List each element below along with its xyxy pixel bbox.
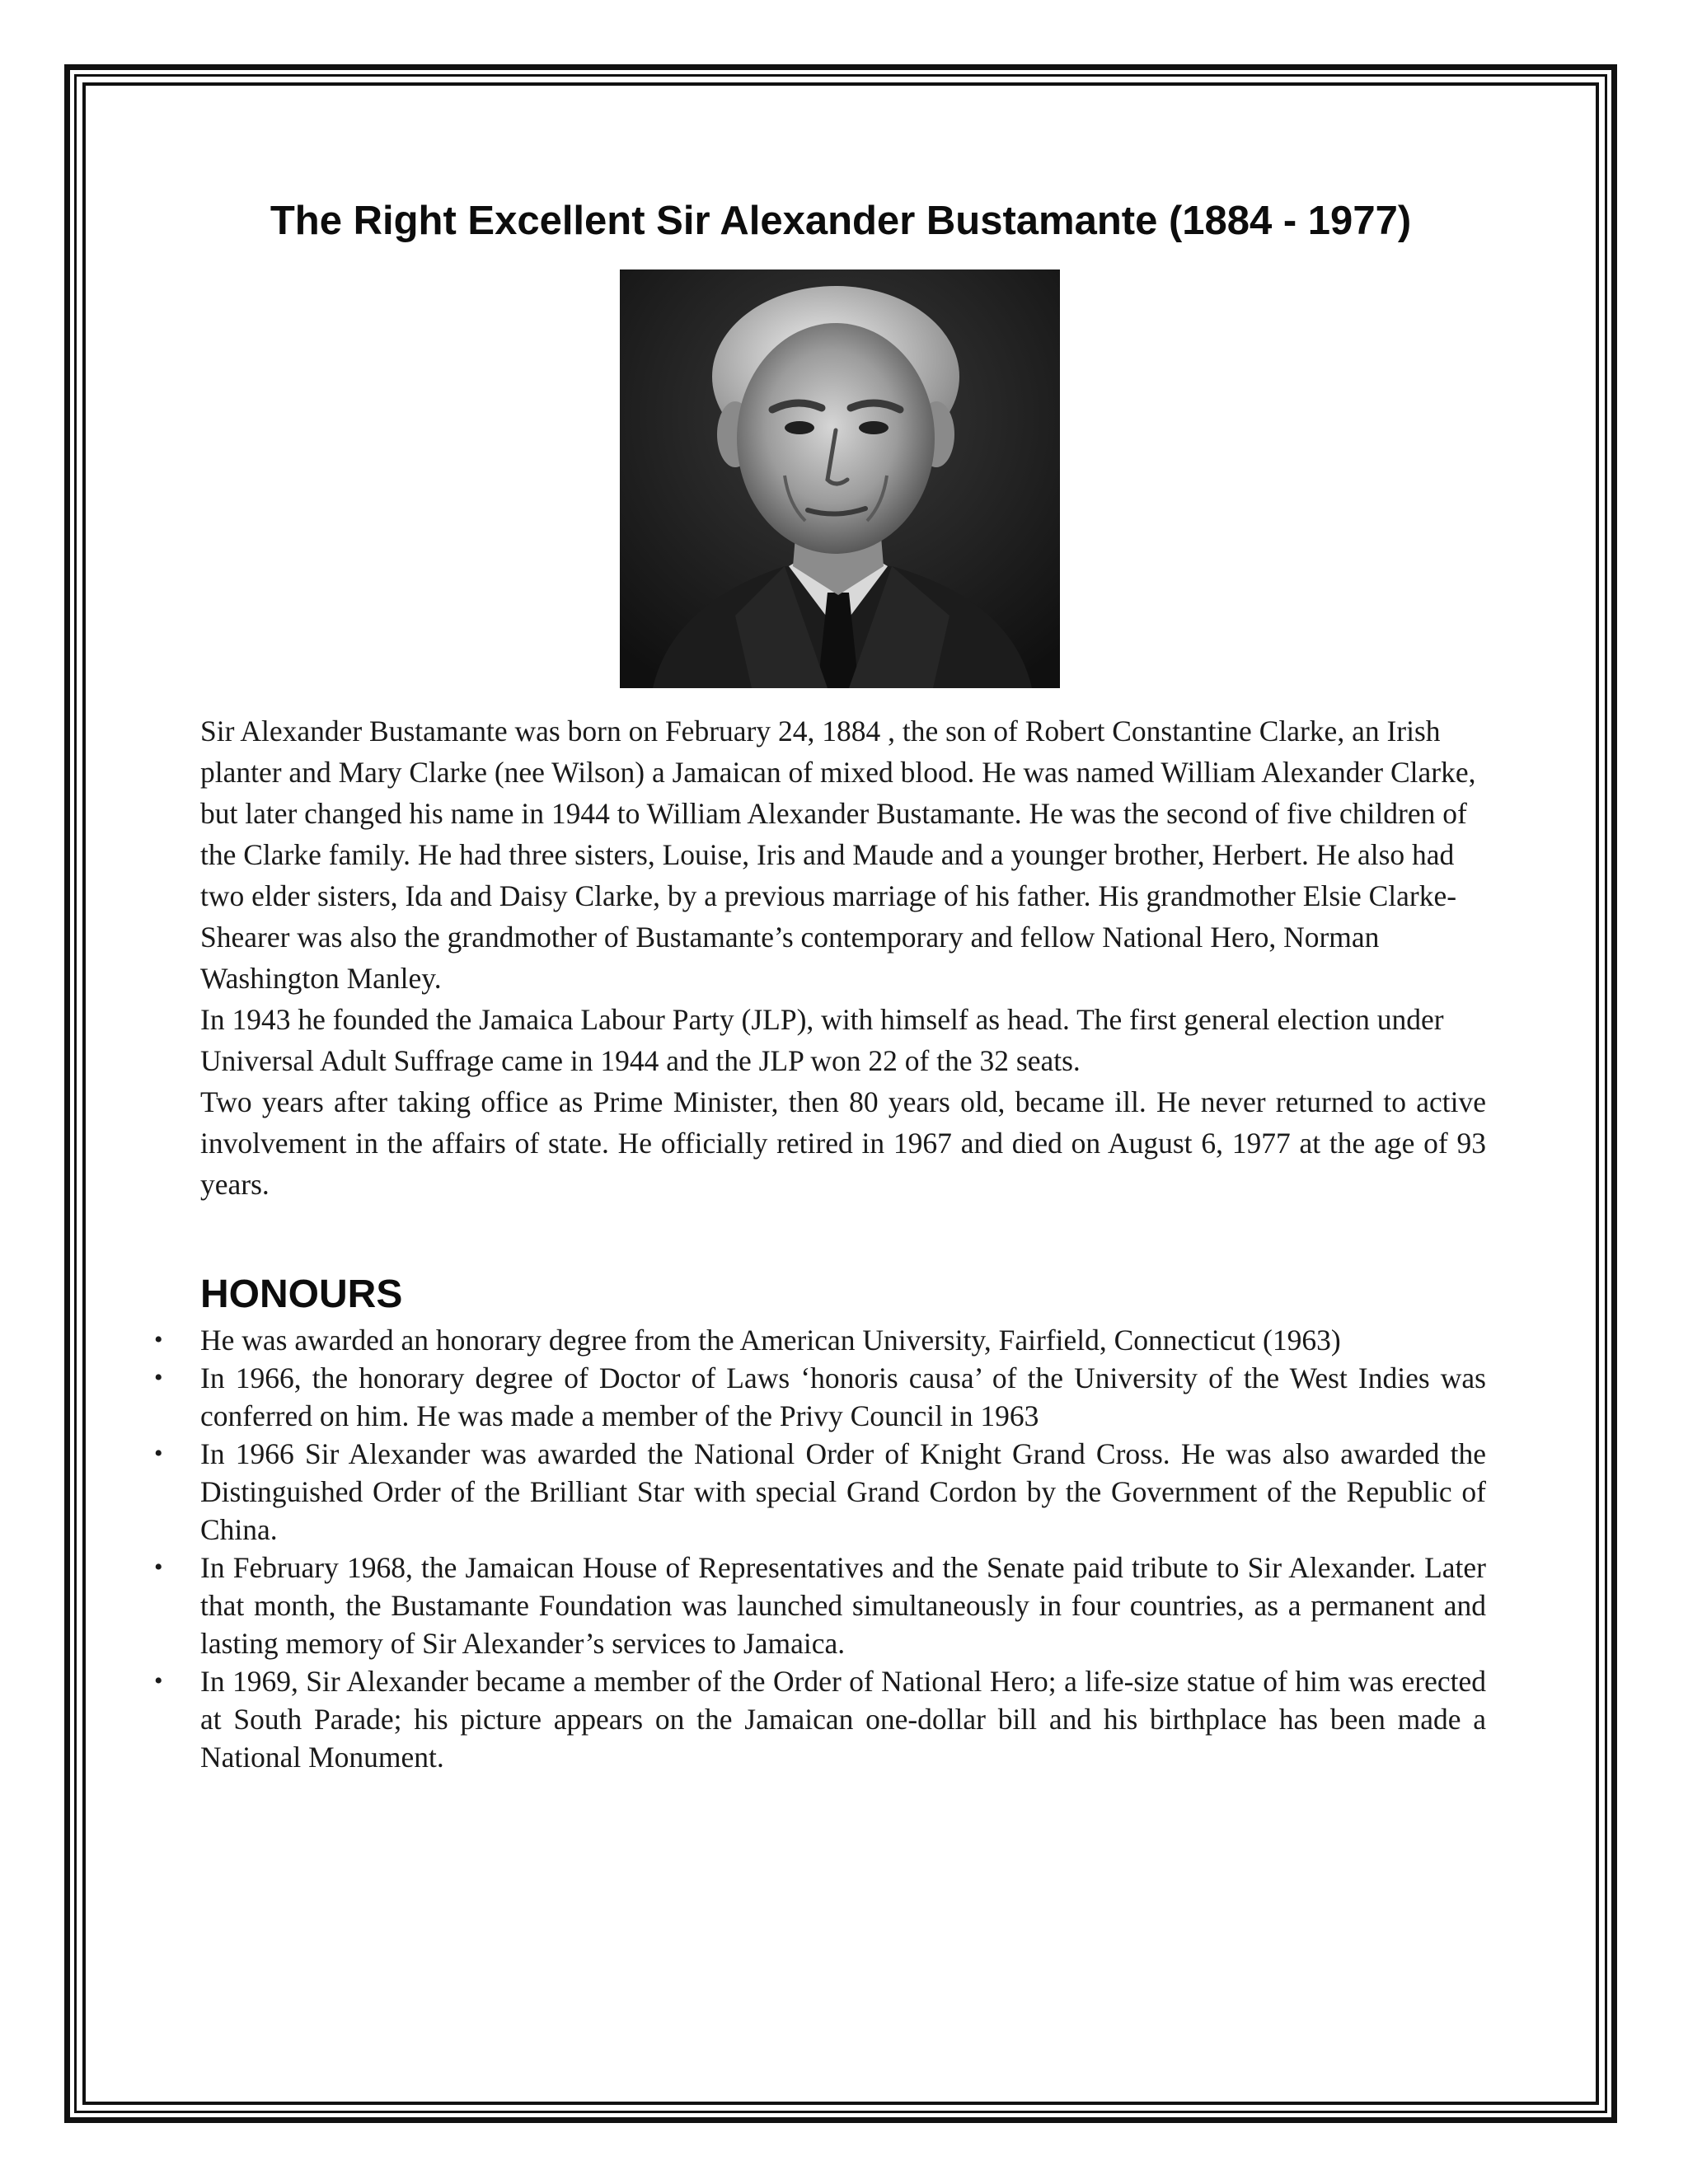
bullet-icon: • bbox=[154, 1667, 163, 1694]
bullet-icon: • bbox=[154, 1554, 163, 1581]
biography-paragraph: In 1943 he founded the Jamaica Labour Party (JLP), with himself as head. The first general election under Universal Adult Suffrage came in 1944 and the JLP won 22 of the 32 seats. bbox=[200, 1003, 1444, 1077]
list-item-text: In February 1968, the Jamaican House of Representatives and the Senate paid tribute to Sir Alexander. Later that month, the Bustamante Foundation was launched simultaneously in four countries, as a permanent and lasting memory of Sir Alexander’s services to Jamaica. bbox=[200, 1551, 1486, 1660]
list-item-text: In 1966, the honorary degree of Doctor of Laws ‘honoris causa’ of the University of the West Indies was conferred on him. He was made a member of the Privy Council in 1963 bbox=[200, 1361, 1486, 1432]
list-item bbox=[154, 1662, 1486, 1776]
list-item bbox=[154, 1549, 1486, 1662]
biography-paragraph: Sir Alexander Bustamante was born on February 24, 1884 , the son of Robert Constantine Clarke, an Irish planter and Mary Clarke (nee Wilson) a Jamaican of mixed blood. He was named William Alexander Clarke, but later changed his name in 1944 to William Alexander Bustamante. He was the second of five children of the Clarke family. He had three sisters, Louise, Iris and Maude and a younger brother, Herbert. He also had two elder sisters, Ida and Daisy Clarke, by a previous marriage of his father. His grandmother Elsie Clarke-Shearer was also the grandmother of Bustamante’s contemporary and fellow National Hero, Norman Washington Manley. bbox=[200, 715, 1476, 995]
biography-text bbox=[200, 710, 1486, 1205]
bullet-icon: • bbox=[154, 1326, 163, 1353]
list-item-text: He was awarded an honorary degree from the American University, Fairfield, Connecticut (1963) bbox=[200, 1324, 1341, 1357]
page-title: The Right Excellent Sir Alexander Bustamante (1884 - 1977) bbox=[270, 199, 1412, 243]
honours-list bbox=[154, 1321, 1486, 1776]
portrait-photo-icon bbox=[620, 269, 1060, 688]
list-item bbox=[154, 1359, 1486, 1435]
list-item bbox=[154, 1435, 1486, 1549]
biography-paragraph: Two years after taking office as Prime Minister, then 80 years old, became ill. He never returned to active involvement in the affairs of state. He officially retired in 1967 and died on August 6, 1977 at the age of 93 years. bbox=[200, 1085, 1486, 1201]
bullet-icon: • bbox=[154, 1364, 163, 1391]
bullet-icon: • bbox=[154, 1440, 163, 1467]
list-item bbox=[154, 1321, 1486, 1359]
list-item-text: In 1969, Sir Alexander became a member of the Order of National Hero; a life-size statue of him was erected at South Parade; his picture appears on the Jamaican one-dollar bill and his birthplace has been made a National Monument. bbox=[200, 1665, 1486, 1774]
list-item-text: In 1966 Sir Alexander was awarded the National Order of Knight Grand Cross. He was also awarded the Distinguished Order of the Brilliant Star with special Grand Cordon by the Government of the Republic of China. bbox=[200, 1437, 1486, 1546]
portrait-photo bbox=[620, 269, 1060, 688]
honours-heading: HONOURS bbox=[200, 1272, 403, 1316]
